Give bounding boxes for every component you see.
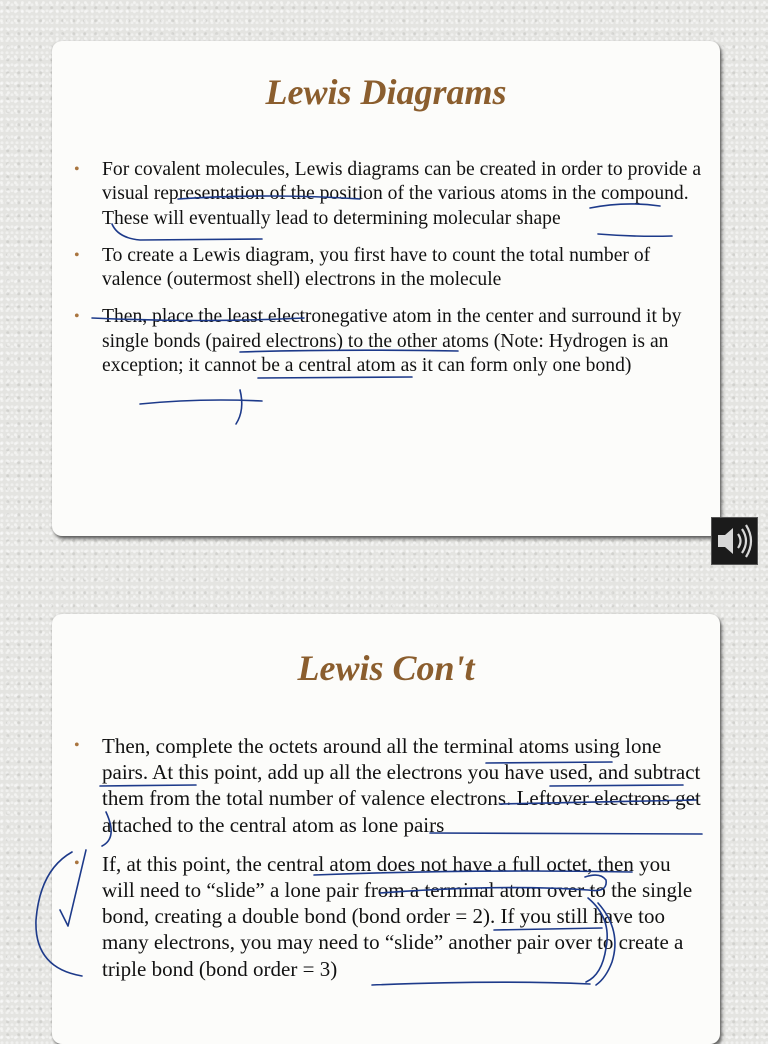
slide-1-bullet-list [74,158,704,391]
list-item [74,158,704,231]
bullet-text: To create a Lewis diagram, you first have to count the total number of valence (outermost shell) electrons in the molecule [102,244,651,291]
speaker-icon[interactable] [711,517,758,565]
bullet-icon: • [74,737,80,754]
bullet-text: Then, complete the octets around all the terminal atoms using lone pairs. At this point, add up all the electrons you have used, and subtract them from the total number of valence electrons. Leftover electrons get attached to the central atom as lone pairs [102,734,701,837]
slide-2-bullet-list [74,733,704,995]
speaker-icon-graphic [712,518,757,564]
slide-2-title: Lewis Con't [297,648,475,688]
bullet-text: If, at this point, the central atom does not have a full octet, then you will need to “slide” a lone pair from a terminal atom over to the single bond, creating a double bond (bond order = 2). If you still have too many electrons, you may need to “slide” another pair over to create a triple bond (bond order = 3) [102,851,693,981]
bullet-icon: • [74,246,80,264]
bullet-icon: • [74,308,80,326]
bullet-icon: • [74,161,80,178]
slide-1-title: Lewis Diagrams [265,72,507,112]
list-item [74,733,704,838]
slide-1 [52,41,720,536]
list-item [74,305,704,378]
bullet-text: For covalent molecules, Lewis diagrams can be created in order to provide a visual representation of the position of the various atoms in the compound. These will eventually lead to determining molecular shape [102,159,702,229]
bullet-text: Then, place the least electronegative atom in the center and surround it by single bonds (paired electrons) to the other atoms (Note: Hydrogen is an exception; it cannot be a central atom as it can form only one bond) [102,306,682,377]
bullet-icon: • [74,854,80,872]
list-item [74,244,704,293]
list-item [74,851,704,982]
slide-2 [52,614,720,1044]
